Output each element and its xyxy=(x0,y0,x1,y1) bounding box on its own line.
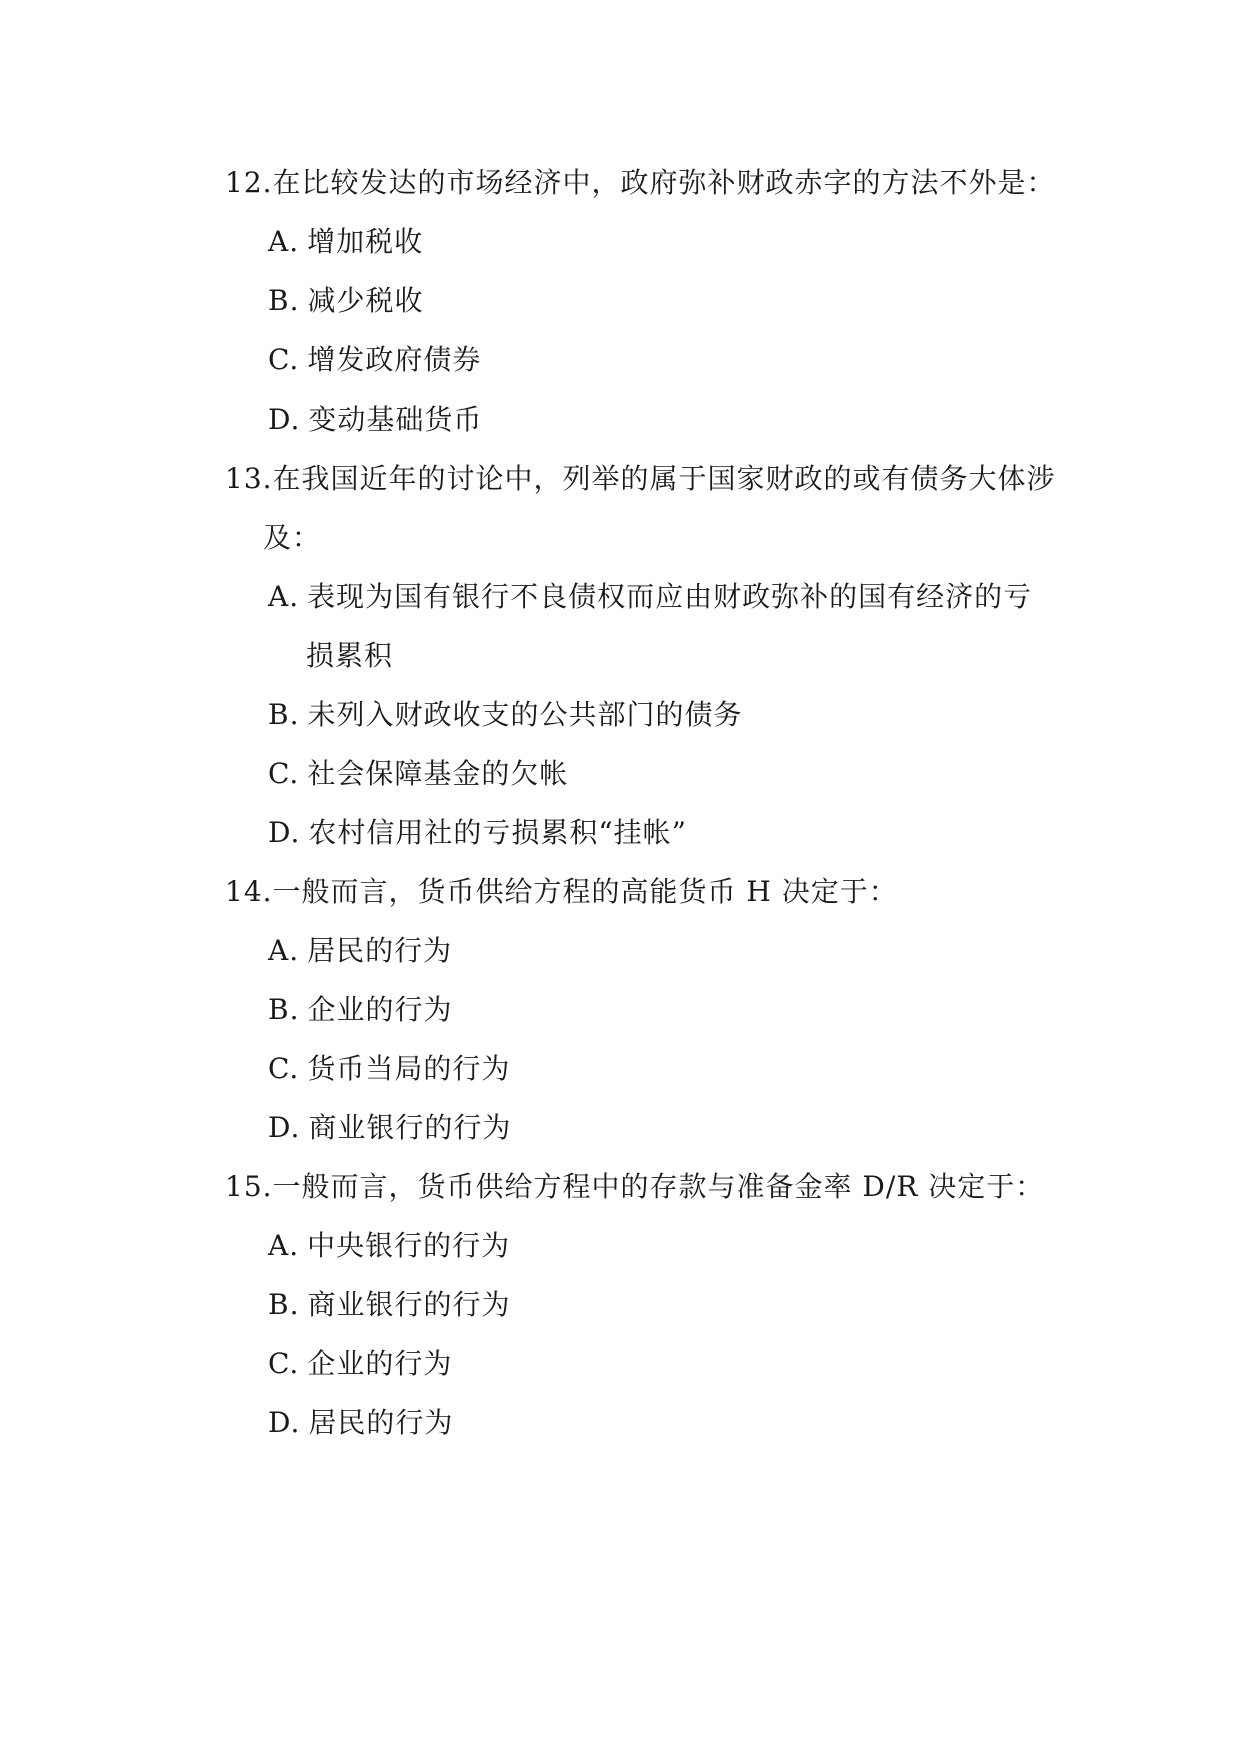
option-text: 农村信用社的亏损累积“挂帐” xyxy=(308,816,687,849)
question-14 xyxy=(225,872,898,912)
question-number: 12. xyxy=(225,166,273,199)
option-text: 中央银行的行为 xyxy=(307,1229,511,1262)
option-12-c xyxy=(268,340,481,380)
option-text: 企业的行为 xyxy=(307,1347,453,1380)
option-text: 商业银行的行为 xyxy=(307,1288,511,1321)
option-12-a xyxy=(268,222,423,262)
option-15-a xyxy=(268,1226,510,1266)
option-13-c xyxy=(268,754,568,794)
option-text: 货币当局的行为 xyxy=(307,1052,511,1085)
option-letter: A. xyxy=(268,580,300,613)
option-letter: A. xyxy=(268,225,300,258)
option-text: 未列入财政收支的公共部门的债务 xyxy=(307,698,743,731)
question-text: 一般而言，货币供给方程的高能货币 H 决定于： xyxy=(272,875,898,908)
option-15-b xyxy=(268,1285,511,1325)
option-letter: B. xyxy=(268,1288,300,1321)
question-13-continued xyxy=(263,518,321,558)
option-12-d xyxy=(268,400,482,440)
option-letter: D. xyxy=(268,1406,301,1439)
option-text: 变动基础货币 xyxy=(308,403,483,436)
question-text-line2: 及： xyxy=(263,521,322,554)
option-text-line2: 损累积 xyxy=(306,639,394,672)
option-14-a xyxy=(268,931,452,971)
option-letter: A. xyxy=(268,1229,300,1262)
question-number: 14. xyxy=(225,875,273,908)
question-12 xyxy=(225,163,1056,203)
option-14-c xyxy=(268,1049,510,1089)
option-text: 企业的行为 xyxy=(307,993,453,1026)
option-letter: B. xyxy=(268,698,300,731)
option-letter: C. xyxy=(268,757,300,790)
option-14-b xyxy=(268,990,453,1030)
option-letter: A. xyxy=(268,934,300,967)
option-letter: B. xyxy=(268,993,300,1026)
option-text: 增发政府债券 xyxy=(307,343,482,376)
option-letter: D. xyxy=(268,403,301,436)
option-13-a-continued xyxy=(306,636,393,676)
option-text: 居民的行为 xyxy=(308,1406,454,1439)
option-text: 商业银行的行为 xyxy=(308,1111,512,1144)
option-15-c xyxy=(268,1344,452,1384)
question-text-line1: 在我国近年的讨论中，列举的属于国家财政的或有债务大体涉 xyxy=(272,462,1056,495)
option-text: 减少税收 xyxy=(307,284,424,317)
option-letter: C. xyxy=(268,343,300,376)
option-letter: D. xyxy=(268,816,301,849)
question-13 xyxy=(225,459,1056,499)
option-13-a xyxy=(268,577,1032,617)
question-text: 一般而言，货币供给方程中的存款与准备金率 D/R 决定于： xyxy=(272,1170,1045,1203)
option-12-b xyxy=(268,281,424,321)
option-letter: C. xyxy=(268,1052,300,1085)
option-text-line1: 表现为国有银行不良债权而应由财政弥补的国有经济的亏 xyxy=(307,580,1033,613)
option-13-b xyxy=(268,695,743,735)
question-number: 13. xyxy=(225,462,273,495)
option-text: 居民的行为 xyxy=(307,934,453,967)
option-letter: C. xyxy=(268,1347,300,1380)
option-text: 社会保障基金的欠帐 xyxy=(307,757,569,790)
option-letter: D. xyxy=(268,1111,301,1144)
question-number: 15. xyxy=(225,1170,273,1203)
option-letter: B. xyxy=(268,284,300,317)
question-15 xyxy=(225,1167,1044,1207)
option-text: 增加税收 xyxy=(307,225,424,258)
option-15-d xyxy=(268,1403,453,1443)
option-14-d xyxy=(268,1108,511,1148)
question-text: 在比较发达的市场经济中，政府弥补财政赤字的方法不外是： xyxy=(272,166,1056,199)
option-13-d xyxy=(268,813,687,853)
